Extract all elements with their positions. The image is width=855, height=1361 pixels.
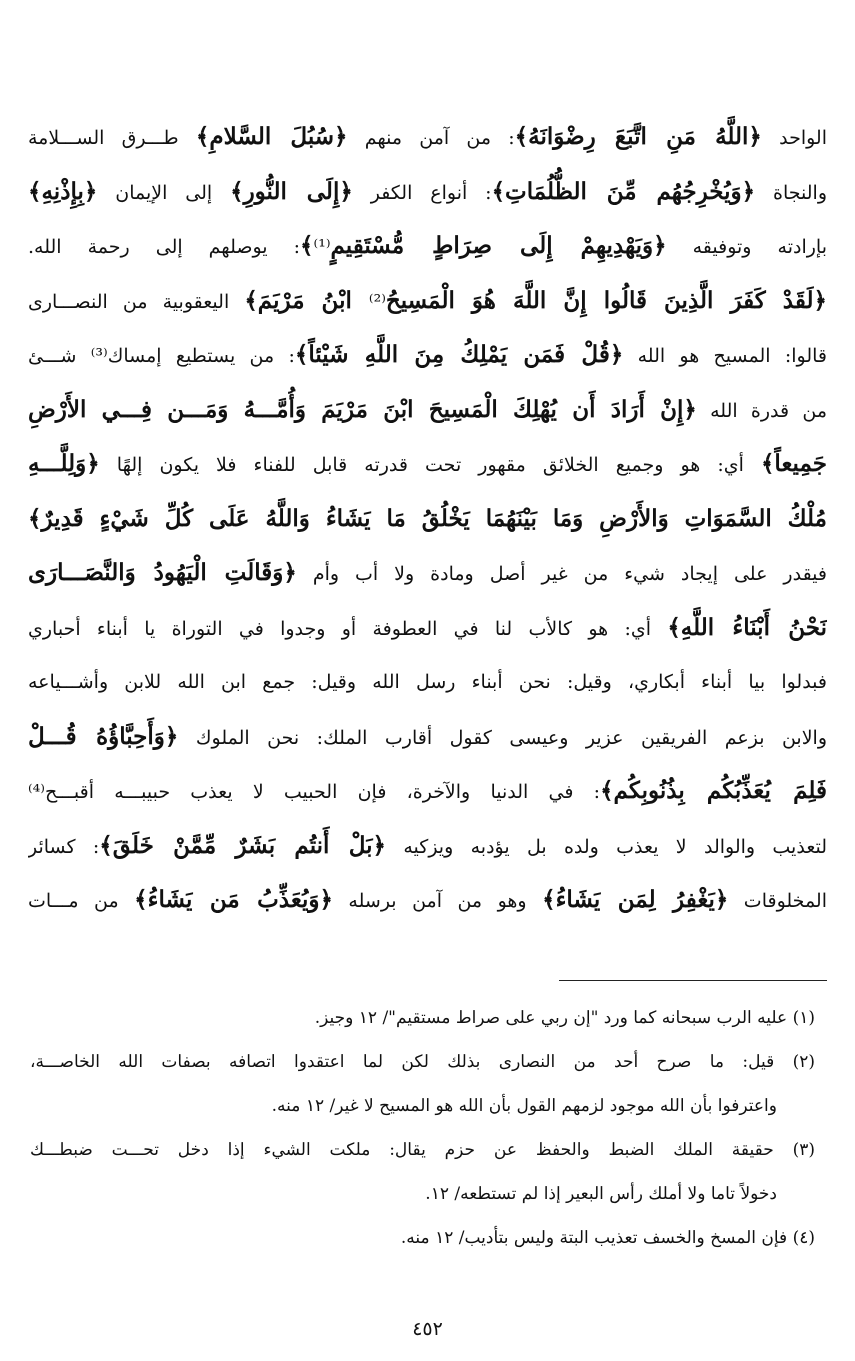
footnote-1: (١) عليه الرب سبحانه كما ورد "إن ربي على صراط مستقيم"/ ١٢ وجيز.: [314, 1008, 815, 1028]
text-line: [28, 710, 827, 765]
text-line: [28, 110, 827, 165]
quran-verse-segment: ﴿لَقَدْ كَفَرَ الَّذِينَ قَالُوا إِنَّ اللَّهَ هُوَ الْمَسِيحُ: [385, 286, 827, 314]
commentary-segment: من قدرة الله: [696, 399, 827, 422]
commentary-segment: الواحد: [761, 127, 827, 149]
quran-verse-segment: ﴾: [300, 232, 314, 259]
commentary-segment: : أنواع الكفر: [352, 181, 492, 204]
commentary-segment: ⁽¹⁾: [313, 236, 331, 258]
commentary-segment: : يوصلهم إلى رحمة الله.: [28, 236, 301, 258]
commentary-segment: ⁽²⁾: [368, 290, 386, 313]
footnote-4: (٤) فإن المسخ والخسف تعذيب البتة وليس بتأديب/ ١٢ منه.: [400, 1228, 815, 1248]
commentary-segment: إلى الإيمان: [97, 181, 231, 204]
quran-verse-segment: ﴿سُبُلَ السَّلامِ﴾: [195, 123, 348, 150]
quran-verse-segment: ﴿وَقَالَتِ الْيَهُودُ وَالنَّصَـــارَى: [28, 559, 297, 586]
footnote-3-line-1: (٣) حقيقة الملك الضبط والحفظ عن حزم يقال: ملكت الشيء إذا دخل تحـــت ضبطـــك: [30, 1140, 815, 1160]
commentary-segment: أي: هو كالأب لنا في العطوفة أو وجدوا في التوراة يا أبناء أحباري: [28, 617, 668, 640]
commentary-segment: أي: هو وجميع الخلائق مقهور تحت قدرته قابل للفناء فلا يكون إلهًا: [99, 454, 761, 476]
text-line: [28, 655, 827, 710]
commentary-segment: طـــرق الســـلامة: [28, 127, 196, 149]
text-line: [28, 165, 827, 220]
text-line: [28, 492, 827, 547]
commentary-segment: اليعقوبية من النصـــارى: [28, 290, 245, 313]
commentary-segment: : كسائر: [28, 835, 100, 858]
quran-verse-segment: ﴿إِنْ أَرَادَ أَن يُهْلِكَ الْمَسِيحَ ابْنَ مَرْيَمَ وَأُمَّـــهُ وَمَـــن فِـــي الأَرْضِ: [28, 395, 697, 423]
commentary-segment: وهو من آمن برسله: [332, 890, 543, 912]
quran-verse-segment: ابْنُ مَرْيَمَ﴾: [244, 286, 369, 314]
text-line: [28, 819, 827, 874]
quran-verse-segment: ﴿وَيُخْرِجُهُم مِّنَ الظُّلُمَاتِ﴾: [491, 177, 756, 205]
commentary-segment: والنجاة: [755, 181, 827, 204]
page-number: ٤٥٢: [412, 1318, 443, 1340]
commentary-segment: فبدلوا بيا أبناء أبكاري، وقيل: نحن أبناء رسل الله وقيل: جمع ابن الله للابن وأشـــياعه: [28, 671, 827, 693]
footnotes: [30, 996, 815, 1260]
footnote-separator: [559, 980, 827, 981]
quran-verse-segment: مُلْكُ السَّمَوَاتِ وَالأَرْضِ وَمَا بَيْنَهُمَا يَخْلُقُ مَا يَشَاءُ وَاللَّهُ عَلَى كُلِّ شَيْءٍ قَدِيرٌ﴾: [28, 504, 827, 532]
quran-verse-segment: ﴿يَغْفِرُ لِمَن يَشَاءُ﴾: [542, 886, 729, 913]
text-line: [28, 383, 827, 438]
text-line: [28, 546, 827, 601]
commentary-segment: بإرادته وتوفيقه: [666, 236, 827, 258]
text-line: [28, 274, 827, 329]
quran-verse-segment: ﴿قُلْ فَمَن يَمْلِكُ مِنَ اللَّهِ شَيْئاً﴾: [294, 341, 624, 368]
commentary-segment: قالوا: المسيح هو الله: [623, 345, 827, 367]
quran-verse-segment: جَمِيعاً﴾: [760, 450, 827, 477]
quran-verse-segment: ﴿بِإِذْنِهِ﴾: [28, 177, 98, 205]
quran-verse-segment: ﴿وَيُعَذِّبُ مَن يَشَاءُ﴾: [134, 886, 333, 913]
quran-verse-segment: فَلِمَ يُعَذِّبُكُم بِذُنُوبِكُم﴾: [600, 777, 827, 804]
text-line: [28, 328, 827, 383]
footnote-2-line-1: (٢) قيل: ما صرح أحد من النصارى بذلك لكن لما اعتقدوا اتصافه بصفات الله الخاصـــة،: [30, 1052, 815, 1072]
text-line: [28, 764, 827, 819]
quran-verse-segment: ﴿اللَّهُ مَنِ اتَّبَعَ رِضْوَانَهُ﴾: [514, 123, 762, 150]
quran-verse-segment: ﴿وَأَحِبَّاؤُهُ قُـــلْ: [28, 722, 179, 750]
main-text-body: [28, 110, 827, 928]
commentary-segment: : من يستطيع إمساك⁽³⁾ شـــئ: [28, 345, 295, 367]
commentary-segment: : في الدنيا والآخرة، فإن الحبيب لا يعذب حبيبـــه أقبـــح⁽⁴⁾: [28, 781, 601, 803]
quran-verse-segment: ﴿بَلْ أَنتُم بَشَرٌ مِّمَّنْ خَلَقَ﴾: [99, 831, 387, 859]
quran-verse-segment: ﴿وَيَهْدِيهِمْ إِلَى صِرَاطٍ مُّسْتَقِيمٍ: [330, 232, 667, 259]
quran-verse-segment: نَحْنُ أَبْنَاءُ اللَّهِ﴾: [667, 613, 827, 641]
commentary-segment: لتعذيب والوالد لا يعذب ولده بل يؤدبه ويزكيه: [386, 835, 827, 858]
commentary-segment: من مـــات: [28, 890, 135, 912]
commentary-segment: والابن بزعم الفريقين عزير وعيسى كقول أقارب الملك: نحن الملوك: [178, 726, 827, 749]
commentary-segment: : من آمن منهم: [347, 127, 515, 149]
commentary-segment: فيقدر على إيجاد شيء من غير أصل ومادة ولا أب وأم: [296, 563, 827, 585]
text-line: [28, 437, 827, 492]
quran-verse-segment: ﴿وَلِلَّـــهِ: [28, 450, 100, 477]
text-line: [28, 601, 827, 656]
quran-verse-segment: ﴿إِلَى النُّورِ﴾: [230, 177, 353, 205]
commentary-segment: المخلوقات: [728, 890, 827, 912]
footnote-3-line-2: دخولاً تاما ولا أملك رأس البعير إذا لم تستطعه/ ١٢.: [425, 1184, 777, 1204]
footnote-2-line-2: واعترفوا بأن الله موجود لزمهم القول بأن الله هو المسيح لا غير/ ١٢ منه.: [271, 1096, 777, 1116]
text-line: [28, 873, 827, 928]
text-line: [28, 219, 827, 274]
